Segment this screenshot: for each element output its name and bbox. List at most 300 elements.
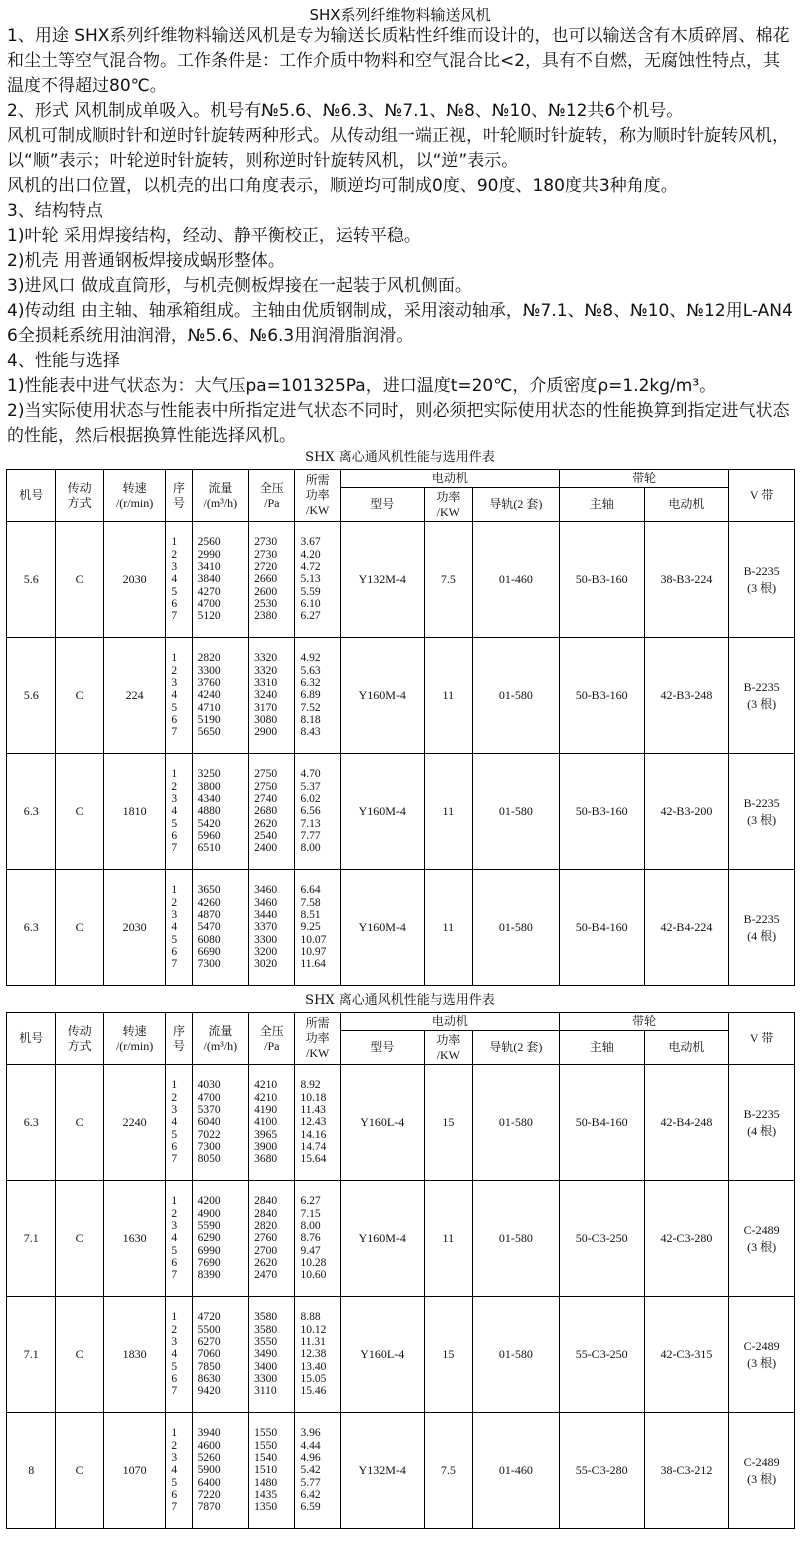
cell-line: 2540 [254,829,278,842]
cell-line: 4260 [197,896,221,909]
header-motor-model: 型号 [340,488,424,522]
cell-line: 8050 [197,1153,221,1166]
cell-line: 2700 [254,1244,278,1257]
cell-line: 3550 [254,1336,278,1349]
cell-line: 9.47 [300,1244,321,1257]
cell-line: 10.97 [300,945,327,958]
cell-line: 8.18 [300,713,321,726]
cell-machine-no: 7.1 [7,1297,56,1413]
cell-line: 2900 [254,726,278,739]
cell-line: 6 [171,829,178,842]
cell-line: 7022 [197,1128,221,1141]
header-power-required: 所需 功率 /KW [295,470,340,522]
cell-power-list [295,870,340,986]
cell-line: 5 [171,1476,178,1489]
cell-motor-power: 11 [424,638,472,754]
cell-line: 4190 [254,1104,278,1117]
cell-line: 8.76 [300,1232,321,1245]
cell-motor-power: 11 [424,1181,472,1297]
cell-line: 3940 [197,1427,221,1440]
cell-line: 8630 [197,1372,221,1385]
cell-line: 2530 [254,597,278,610]
cell-machine-no: 7.1 [7,1181,56,1297]
cell-line: 3.67 [300,536,321,549]
table-row [7,1181,795,1297]
cell-rail: 01-580 [473,1181,560,1297]
cell-line: 6.27 [300,1195,321,1208]
cell-line: 6 [171,1488,178,1501]
cell-line: 2820 [254,1220,278,1233]
cell-line: 6040 [197,1116,221,1129]
cell-vbelt: C-2489 (3 根) [729,1413,795,1529]
cell-line: 7 [171,726,178,739]
cell-line: 4340 [197,793,221,806]
cell-seq-list [166,1413,192,1529]
cell-line: 7.52 [300,701,321,714]
cell-line: 7690 [197,1256,221,1269]
cell-pulley-motor: 42-C3-280 [644,1181,729,1297]
cell-line: 3440 [254,909,278,922]
cell-line: 4.70 [300,768,321,781]
cell-line: 4.92 [300,652,321,665]
header-pulley-main: 主轴 [559,488,644,522]
cell-power-list [295,1297,340,1413]
cell-machine-no: 5.6 [7,638,56,754]
cell-line: 3580 [254,1311,278,1324]
paragraph-outlet: 风机的出口位置，以机壳的出口角度表示，顺逆均可制成0度、90度、180度共3种角度。 [7,176,678,196]
cell-line: 3 [171,1452,178,1465]
cell-line: 3310 [254,677,278,690]
cell-rail: 01-580 [473,638,560,754]
cell-speed: 1810 [103,754,166,870]
cell-line: 6.02 [300,793,321,806]
cell-drive-mode: C [56,1413,103,1529]
cell-speed: 1070 [103,1413,166,1529]
cell-line: 4 [171,689,178,702]
cell-line: 3370 [254,921,278,934]
cell-line: 2660 [254,573,278,586]
cell-pressure-list [249,754,295,870]
cell-line: 8.51 [300,909,321,922]
header-pulley-group: 带轮 [559,1013,728,1031]
cell-line: 2990 [197,548,221,561]
cell-motor-model: Y160M-4 [340,638,424,754]
cell-pulley-main: 50-C3-250 [559,1181,644,1297]
cell-pulley-motor: 42-B4-224 [644,870,729,986]
cell-line: 4030 [197,1079,221,1092]
cell-line: 4710 [197,701,221,714]
cell-line: 4 [171,921,178,934]
cell-line: 3080 [254,713,278,726]
cell-drive-mode: C [56,1065,103,1181]
cell-line: 5 [171,1360,178,1373]
cell-line: 1435 [254,1488,278,1501]
cell-line: 3800 [197,780,221,793]
cell-line: 2620 [254,1256,278,1269]
cell-flow-list [192,754,248,870]
cell-line: 5.42 [300,1464,321,1477]
cell-line: 5420 [197,817,221,830]
cell-motor-model: Y160L-4 [340,1065,424,1181]
cell-line: 7 [171,1269,178,1282]
cell-line: 3110 [254,1385,277,1398]
cell-vbelt: B-2235 (3 根) [729,754,795,870]
cell-line: 6690 [197,945,221,958]
cell-seq-list [166,1181,192,1297]
cell-line: 1 [171,1079,178,1092]
cell-line: 3200 [254,945,278,958]
cell-line: 5260 [197,1452,221,1465]
cell-line: 1 [171,1427,178,1440]
header-seq: 序 号 [166,470,192,522]
cell-line: 7850 [197,1360,221,1373]
header-motor-model: 型号 [340,1031,424,1065]
cell-line: 3 [171,1220,178,1233]
cell-drive-mode: C [56,1181,103,1297]
cell-line: 6.42 [300,1488,321,1501]
cell-pulley-main: 55-C3-250 [559,1297,644,1413]
paragraph-rotation: 风机可制成顺时针和逆时针旋转两种形式。从传动组一端正视，叶轮顺时针旋转，称为顺时针旋转风机，以“顺”表示；叶轮逆时针旋转，则称逆时针旋转风机，以“逆”表示。 [7,126,789,171]
cell-line: 11.31 [300,1336,326,1349]
paragraph-form: 2、形式 风机制成单吸入。机号有№5.6、№6.3、№7.1、№8、№10、№12共6个机号。 [7,101,684,121]
cell-line: 7 [171,1385,178,1398]
cell-line: 5.13 [300,573,321,586]
cell-line: 5470 [197,921,221,934]
header-pulley-motor: 电动机 [644,1031,729,1065]
paragraph-usage: 1、用途 SHX系列纤维物料输送风机是专为输送长质粘性纤维而设计的，也可以输送含有木质碎屑、棉花和尘土等空气混合物。工作条件是：工作介质中物料和空气混合比<2，具有不自燃，无腐蚀性特点，其温度不得超过80℃。 [7,26,790,96]
cell-line: 3 [171,1336,178,1349]
cell-line: 4 [171,1232,178,1245]
header-rail: 导轨(2 套) [473,488,560,522]
cell-line: 6080 [197,933,221,946]
cell-line: 3 [171,677,178,690]
cell-line: 2 [171,1439,178,1452]
cell-line: 2730 [254,548,278,561]
cell-line: 12.38 [300,1348,327,1361]
cell-line: 7 [171,842,178,855]
header-vbelt: V 带 [729,1013,795,1065]
cell-line: 1 [171,652,178,665]
cell-line: 1510 [254,1464,278,1477]
cell-line: 5500 [197,1323,221,1336]
cell-line: 10.60 [300,1269,327,1282]
cell-line: 5370 [197,1104,221,1117]
cell-line: 1 [171,1311,178,1324]
cell-line: 1 [171,536,178,549]
cell-line: 4 [171,1348,178,1361]
cell-line: 3 [171,793,178,806]
cell-line: 2840 [254,1195,278,1208]
cell-line: 5.37 [300,780,321,793]
cell-line: 2680 [254,805,278,818]
cell-line: 5 [171,701,178,714]
cell-pressure-list [249,1181,295,1297]
cell-pulley-main: 50-B3-160 [559,638,644,754]
cell-drive-mode: C [56,870,103,986]
cell-line: 4700 [197,1091,221,1104]
table-row [7,1413,795,1529]
cell-vbelt: B-2235 (4 根) [729,870,795,986]
cell-line: 3965 [254,1128,278,1141]
header-power-required: 所需 功率 /KW [295,1013,340,1065]
cell-flow-list [192,870,248,986]
cell-line: 3250 [197,768,221,781]
cell-speed: 1830 [103,1297,166,1413]
cell-line: 5 [171,585,178,598]
cell-seq-list [166,870,192,986]
cell-line: 4210 [254,1091,278,1104]
cell-line: 2740 [254,793,278,806]
cell-line: 5650 [197,726,221,739]
cell-line: 3300 [254,1372,278,1385]
cell-line: 5 [171,1244,178,1257]
cell-pulley-main: 50-B4-160 [559,1065,644,1181]
cell-power-list [295,522,340,638]
performance-table [6,1012,795,1529]
cell-line: 15.46 [300,1385,327,1398]
document-body [0,24,800,449]
table-row [7,870,795,986]
cell-line: 2 [171,1323,178,1336]
cell-speed: 2030 [103,870,166,986]
header-motor-power: 功率 /KW [424,1031,472,1065]
cell-line: 3410 [197,561,221,574]
cell-line: 5190 [197,713,221,726]
table-row [7,638,795,754]
header-flow: 流量 /(m³/h) [192,1013,248,1065]
header-pressure: 全压 /Pa [249,470,295,522]
cell-line: 4200 [197,1195,221,1208]
cell-line: 6 [171,1256,178,1269]
cell-line: 6.32 [300,677,321,690]
cell-power-list [295,1181,340,1297]
table-row [7,754,795,870]
paragraph-inlet: 3)进风口 做成直筒形，与机壳侧板焊接在一起装于风机侧面。 [7,276,472,296]
cell-vbelt: C-2489 (3 根) [729,1181,795,1297]
table-row [7,1297,795,1413]
cell-line: 5 [171,1128,178,1141]
cell-line: 4 [171,1464,178,1477]
cell-line: 4240 [197,689,221,702]
cell-line: 4700 [197,597,221,610]
cell-line: 7 [171,1153,178,1166]
cell-line: 3 [171,909,178,922]
cell-vbelt: C-2489 (3 根) [729,1297,795,1413]
cell-machine-no: 6.3 [7,870,56,986]
cell-line: 10.12 [300,1323,327,1336]
heading-performance: 4、性能与选择 [7,351,120,371]
cell-line: 2 [171,1091,178,1104]
cell-line: 3 [171,561,178,574]
cell-seq-list [166,1065,192,1181]
table-title: SHX 离心通风机性能与选用件表 [305,450,495,465]
document-title: SHX系列纤维物料输送风机 [309,6,491,24]
cell-line: 6.59 [300,1501,321,1514]
cell-motor-power: 11 [424,754,472,870]
cell-line: 1540 [254,1452,278,1465]
cell-motor-power: 7.5 [424,522,472,638]
cell-rail: 01-580 [473,1297,560,1413]
cell-pressure-list [249,522,295,638]
cell-line: 10.28 [300,1256,327,1269]
cell-line: 5960 [197,829,221,842]
cell-pulley-main: 50-B3-160 [559,522,644,638]
cell-vbelt: B-2235 (4 根) [729,1065,795,1181]
cell-speed: 2240 [103,1065,166,1181]
cell-pulley-motor: 38-C3-212 [644,1413,729,1529]
cell-line: 14.74 [300,1140,327,1153]
cell-line: 7.13 [300,817,321,830]
cell-motor-power: 15 [424,1065,472,1181]
cell-line: 3460 [254,884,278,897]
cell-line: 2470 [254,1269,278,1282]
cell-power-list [295,754,340,870]
cell-line: 3170 [254,701,278,714]
cell-motor-power: 7.5 [424,1413,472,1529]
cell-line: 3900 [254,1140,278,1153]
cell-seq-list [166,754,192,870]
cell-line: 4870 [197,909,221,922]
cell-line: 6270 [197,1336,221,1349]
cell-line: 3760 [197,677,221,690]
cell-flow-list [192,1297,248,1413]
cell-line: 1550 [254,1427,278,1440]
cell-flow-list [192,1065,248,1181]
paragraph-performance-1: 1)性能表中进气状态为：大气压pa=101325Pa，进口温度t=20℃，介质密度ρ=1.2kg/m³。 [7,376,717,396]
table-title: SHX 离心通风机性能与选用件表 [305,993,495,1008]
cell-line: 4270 [197,585,221,598]
cell-line: 4 [171,573,178,586]
cell-line: 4720 [197,1311,221,1324]
header-motor-power: 功率 /KW [424,488,472,522]
cell-seq-list [166,638,192,754]
cell-line: 1550 [254,1439,278,1452]
cell-line: 2620 [254,817,278,830]
cell-pressure-list [249,1297,295,1413]
cell-motor-power: 15 [424,1297,472,1413]
cell-line: 4.72 [300,561,321,574]
header-machine-no: 机号 [7,1013,56,1065]
cell-line: 2380 [254,610,278,623]
cell-seq-list [166,522,192,638]
cell-line: 4.44 [300,1439,321,1452]
cell-line: 9420 [197,1385,221,1398]
cell-line: 2730 [254,536,278,549]
cell-line: 4880 [197,805,221,818]
cell-line: 2750 [254,780,278,793]
cell-line: 6.10 [300,597,321,610]
cell-line: 3300 [254,933,278,946]
cell-pressure-list [249,638,295,754]
cell-vbelt: B-2235 (3 根) [729,638,795,754]
cell-line: 4.96 [300,1452,321,1465]
cell-line: 6 [171,597,178,610]
cell-line: 6.64 [300,884,321,897]
cell-seq-list [166,1297,192,1413]
cell-drive-mode: C [56,754,103,870]
cell-pulley-motor: 42-C3-315 [644,1297,729,1413]
cell-line: 6.89 [300,689,321,702]
cell-line: 7300 [197,958,221,971]
cell-flow-list [192,1181,248,1297]
table-row [7,522,795,638]
heading-structure: 3、结构特点 [7,201,103,221]
cell-line: 6290 [197,1232,221,1245]
cell-flow-list [192,1413,248,1529]
tables-section [0,449,800,1529]
cell-line: 3320 [254,652,278,665]
cell-line: 7 [171,610,178,623]
cell-line: 6510 [197,842,221,855]
cell-line: 5.77 [300,1476,321,1489]
cell-pulley-motor: 42-B3-200 [644,754,729,870]
cell-pulley-motor: 42-B3-248 [644,638,729,754]
table-header-row [7,1013,795,1031]
cell-pressure-list [249,1413,295,1529]
header-motor-group: 电动机 [340,1013,559,1031]
cell-drive-mode: C [56,638,103,754]
cell-line: 8.00 [300,1220,321,1233]
cell-line: 6.56 [300,805,321,818]
cell-line: 2 [171,780,178,793]
cell-line: 6400 [197,1476,221,1489]
cell-line: 9.25 [300,921,321,934]
cell-motor-model: Y160M-4 [340,754,424,870]
cell-line: 7.58 [300,896,321,909]
cell-line: 5.63 [300,664,321,677]
cell-line: 1 [171,1195,178,1208]
cell-line: 7 [171,958,178,971]
cell-line: 2750 [254,768,278,781]
cell-line: 2400 [254,842,278,855]
cell-line: 7.77 [300,829,321,842]
header-drive-mode: 传动 方式 [56,470,103,522]
header-flow: 流量 /(m³/h) [192,470,248,522]
cell-line: 7870 [197,1501,221,1514]
cell-line: 3.96 [300,1427,321,1440]
cell-line: 2560 [197,536,221,549]
cell-line: 2760 [254,1232,278,1245]
cell-line: 10.07 [300,933,327,946]
cell-line: 15.64 [300,1153,327,1166]
cell-rail: 01-460 [473,522,560,638]
table-row [7,1065,795,1181]
cell-line: 2840 [254,1207,278,1220]
cell-motor-model: Y132M-4 [340,522,424,638]
cell-line: 4900 [197,1207,221,1220]
cell-line: 13.40 [300,1360,327,1373]
cell-machine-no: 6.3 [7,1065,56,1181]
cell-line: 6 [171,945,178,958]
cell-motor-model: Y160L-4 [340,1297,424,1413]
cell-line: 2 [171,548,178,561]
cell-line: 4100 [254,1116,278,1129]
cell-line: 2 [171,1207,178,1220]
cell-flow-list [192,638,248,754]
header-speed: 转速 /(r/min) [103,1013,166,1065]
cell-speed: 1630 [103,1181,166,1297]
cell-pulley-main: 55-C3-280 [559,1413,644,1529]
cell-line: 3650 [197,884,221,897]
cell-line: 3840 [197,573,221,586]
cell-drive-mode: C [56,1297,103,1413]
cell-rail: 01-580 [473,754,560,870]
cell-line: 1 [171,884,178,897]
cell-line: 1480 [254,1476,278,1489]
cell-line: 12.43 [300,1116,327,1129]
cell-machine-no: 8 [7,1413,56,1529]
cell-line: 2 [171,896,178,909]
